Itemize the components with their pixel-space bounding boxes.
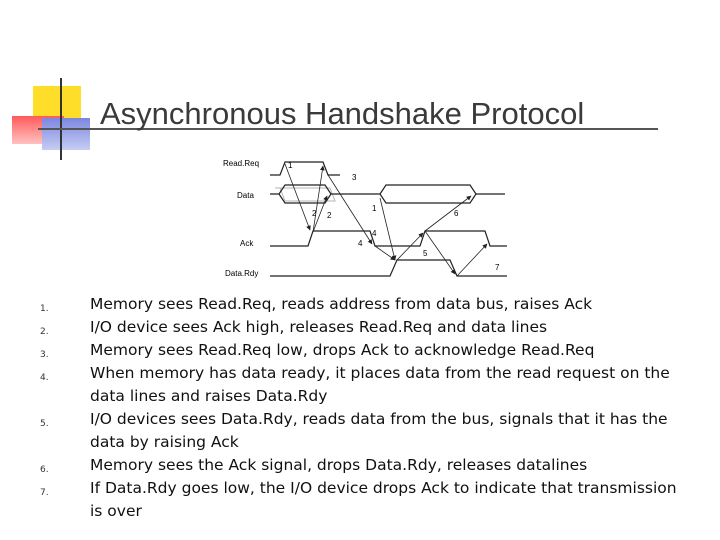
step-text: When memory has data ready, it places data from the read request on the data lines and raises Data.Rdy	[90, 364, 670, 405]
step-text: Memory sees the Ack signal, drops Data.Rdy, releases datalines	[90, 456, 588, 474]
step-marker-4b: 4	[358, 239, 363, 248]
step-item	[40, 454, 680, 477]
step-text: I/O device sees Ack high, releases Read.Req and data lines	[90, 318, 548, 336]
arrow-step-1	[285, 164, 310, 230]
slide-title: Asynchronous Handshake Protocol	[100, 96, 585, 131]
arrow-step-7	[457, 244, 487, 276]
signal-label-readreq: Read.Req	[223, 159, 260, 168]
step-marker-5: 5	[423, 249, 428, 258]
step-number: 5.	[40, 419, 49, 429]
step-marker-1a: 1	[288, 161, 293, 170]
step-item	[40, 293, 680, 316]
waveform-readreq	[270, 162, 340, 175]
arrow-step-6-data	[425, 196, 471, 231]
step-text: I/O devices sees Data.Rdy, reads data from the bus, signals that it has the data by raising Ack	[90, 410, 668, 451]
step-number: 2.	[40, 327, 49, 337]
step-text: Memory sees Read.Req low, drops Ack to acknowledge Read.Req	[90, 341, 595, 359]
step-marker-1b: 1	[372, 204, 377, 213]
step-text: If Data.Rdy goes low, the I/O device drops Ack to indicate that transmission is over	[90, 479, 677, 520]
step-number: 7.	[40, 488, 49, 498]
arrow-step-3	[328, 175, 372, 244]
step-marker-4a: 4	[372, 229, 377, 238]
step-item	[40, 316, 680, 339]
decor-vertical-line	[60, 78, 62, 160]
handshake-steps-list	[40, 293, 680, 523]
signal-label-ack: Ack	[240, 239, 254, 248]
step-number: 4.	[40, 373, 49, 383]
signal-label-datardy: Data.Rdy	[225, 269, 259, 278]
step-item	[40, 362, 680, 408]
step-marker-2b: 2	[327, 211, 332, 220]
step-number: 6.	[40, 465, 49, 475]
handshake-timing-diagram	[215, 148, 675, 282]
arrow-step-2-readreq	[313, 166, 323, 232]
step-marker-3: 3	[352, 173, 357, 182]
step-text: Memory sees Read.Req, reads address from data bus, raises Ack	[90, 295, 593, 313]
step-number: 1.	[40, 304, 49, 314]
waveform-datardy	[270, 260, 507, 276]
arrow-step-6-datardy	[425, 231, 455, 274]
step-number: 3.	[40, 350, 49, 360]
step-marker-2a: 2	[312, 209, 317, 218]
step-item	[40, 408, 680, 454]
step-marker-6: 6	[454, 209, 459, 218]
signal-label-data: Data	[237, 191, 254, 200]
decor-blue-square	[42, 118, 90, 150]
step-item	[40, 477, 680, 523]
waveform-data-response	[380, 185, 476, 203]
step-item	[40, 339, 680, 362]
step-marker-7: 7	[495, 263, 500, 272]
